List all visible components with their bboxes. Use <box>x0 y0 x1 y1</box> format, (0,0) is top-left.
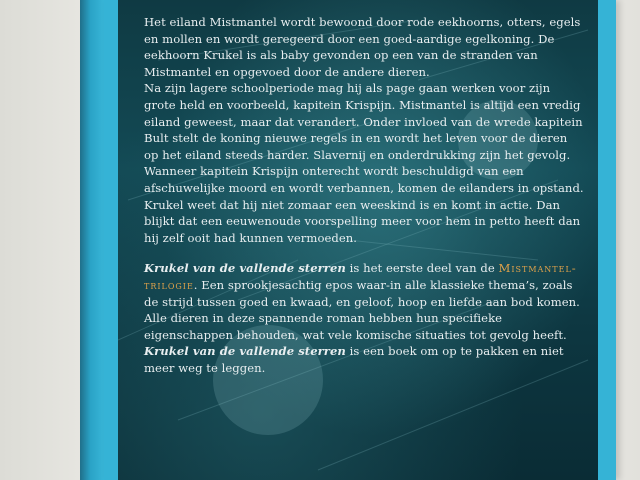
blurb-paragraph-2: Na zijn lagere schoolperiode mag hij als page gaan werken voor zijn grote held en voorbeeld, kapitein Krispijn. Mistmantel is altijd een vredig eiland geweest, maar dat verandert. Onder invloed van de wrede kapitein Bult stelt de koning nieuwe regels in en wordt het leven voor de dieren op het eiland steeds harder. Slavernij en onderdrukking zijn het gevolg. <box>144 81 583 162</box>
blurb-paragraph-1: Het eiland Mistmantel wordt bewoond door rode eekhoorns, otters, egels en mollen en wordt geregeerd door een goed-aardige egelkoning. De eekhoorn Krukel is als baby gevonden op een van de stranden van Mistmantel en opgevoed door de andere dieren. <box>144 15 581 79</box>
blurb-text <box>144 14 584 376</box>
book-title-repeat: Krukel van de vallende sterren <box>144 344 346 359</box>
blurb-paragraph-3: Wanneer kapitein Krispijn onterecht wordt beschuldigd van een afschuwelijke moord en wordt verbannen, komen de eilanders in opstand. Krukel weet dat hij niet zomaar een weeskind is en komt in actie. Dan blijkt dat een eeuwenoude voorspelling meer voor hem in petto heeft dan hij zelf ooit had kunnen vermoeden. <box>144 164 584 245</box>
series-name: Mistmantel-trilogie <box>144 261 577 292</box>
book-spine-edge <box>80 0 106 480</box>
blurb-paragraph-5 <box>144 343 584 376</box>
blurb-paragraph-4 <box>144 260 584 343</box>
cover-text-panel <box>118 0 598 480</box>
blurb-text-4a: is het eerste deel van de <box>345 261 499 276</box>
book-title: Krukel van de vallende sterren <box>144 261 346 276</box>
blurb-text-4b: . Een sprookjesachtig epos waar-in alle klassieke thema’s, zoals de strijd tussen goed en kwaad, en geloof, hoop en liefde aan bod komen. Alle dieren in deze spannende roman hebben hun specifieke eigenschappen behouden, wat vele komische situaties tot gevolg heeft. <box>144 277 580 342</box>
blurb-text-5a: is een boek om op te pakken en niet meer weg te leggen. <box>144 344 564 375</box>
